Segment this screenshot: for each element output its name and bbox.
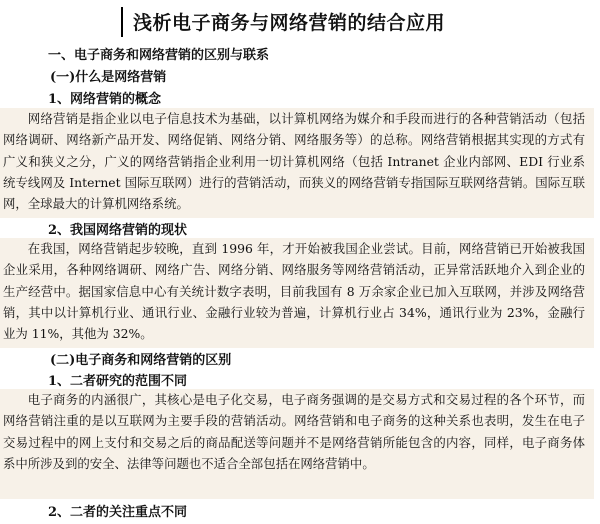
point-heading-status: 2、我国网络营销的现状: [48, 223, 188, 238]
paragraph-scope: 电子商务的内涵很广，其核心是电子化交易，电子商务强调的是交易方式和交易过程的各个环节，而网络营销注重的是以互联网为主要手段的营销活动。网络营销和电子商务的这种关系也表明，发生在电子交易过程中的网上支付和交易之后的商品配送等问题并不是网络营销所能包含的内容，同样，电子商务体系中所涉及到的安全、法律等问题也不适合全部包括在网络营销中。: [3, 392, 585, 471]
point-heading-concept: 1、网络营销的概念: [48, 92, 162, 107]
paragraph-status: 在我国，网络营销起步较晚，直到 1996 年，才开始被我国企业尝试。目前，网络营销已开始被我国企业采用，各种网络调研、网络广告、网络分销、网络服务等网络营销活动，正异常活跃地介入到企业的生产经营中。据国家信息中心有关统计数字表明，目前我国有 8 万余家企业已加入互联网，并涉及网络营销，其中以计算机行业、通讯行业、金融行业较为普遍，计算机行业占 34%，通讯行业为 23%，金融行业为 11%，其他为 32%。: [3, 241, 585, 342]
point-heading-focus: 2、二者的关注重点不同: [48, 505, 188, 520]
subsection-heading-2: (二)电子商务和网络营销的区别: [50, 353, 232, 368]
point-heading-scope: 1、二者研究的范围不同: [48, 374, 188, 389]
subsection-heading-1: (一)什么是网络营销: [50, 70, 167, 85]
text-cursor: [121, 7, 123, 37]
section-heading-1: 一、电子商务和网络营销的区别与联系: [48, 48, 270, 63]
paragraph-concept: 网络营销是指企业以电子信息技术为基础，以计算机网络为媒介和手段而进行的各种营销活动（包括网络调研、网络新产品开发、网络促销、网络分销、网络服务等）的总称。网络营销根据其实现的方式有广义和狭义之分，广义的网络营销指企业利用一切计算机网络（包括 Intranet 企业内部网、EDI 行业系统专线网及 Internet 国际互联网）进行的营销活动，而狭义的网络营销专指国际互联网络营销。国际互联网，全球最大的计算机网络系统。: [3, 111, 585, 212]
document-title: 浅析电子商务与网络营销的结合应用: [133, 12, 446, 34]
